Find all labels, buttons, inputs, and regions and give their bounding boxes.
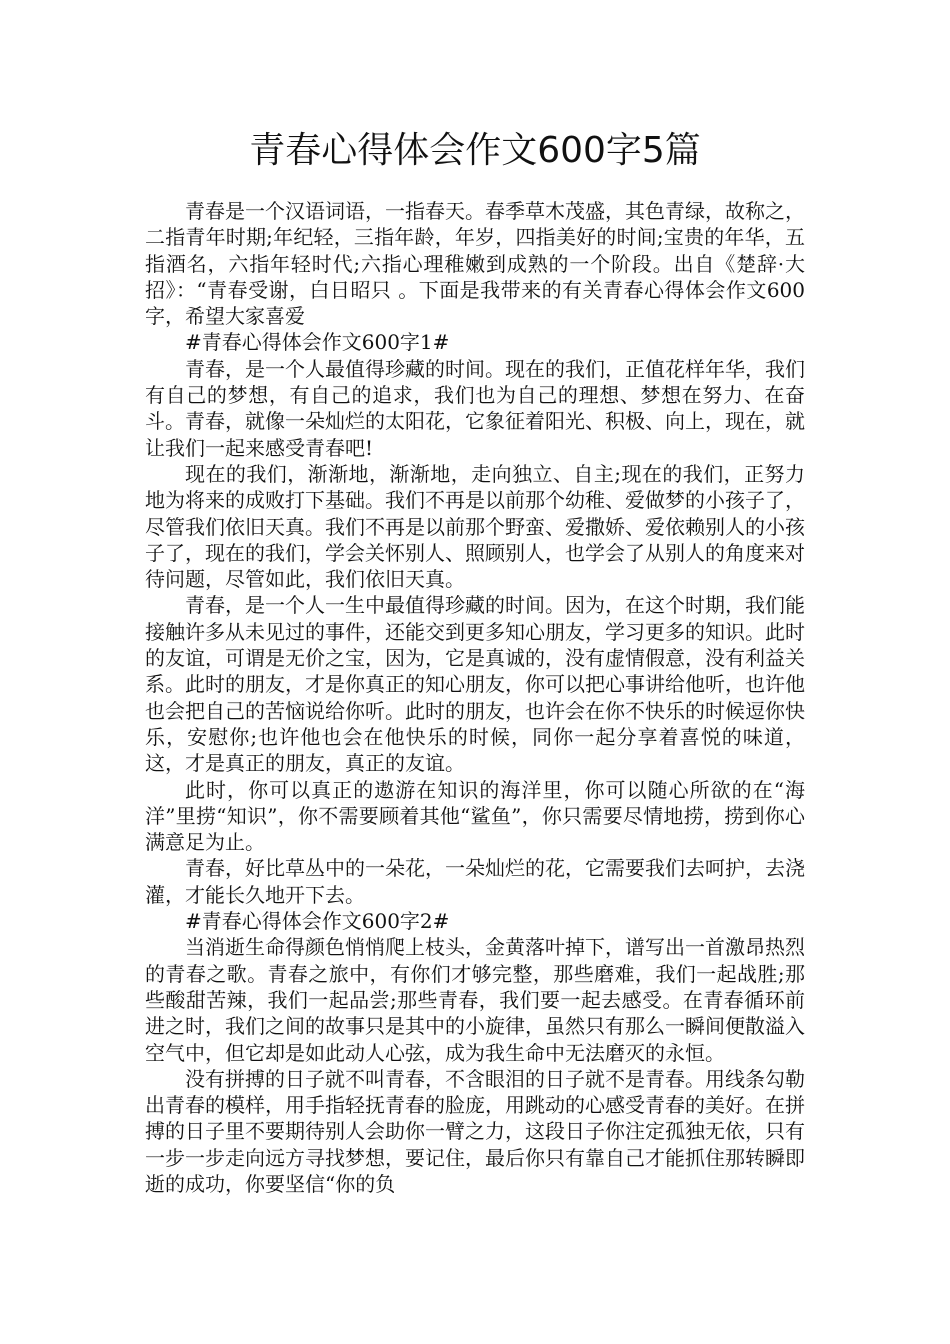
paragraph: 此时，你可以真正的遨游在知识的海洋里，你可以随心所欲的在“海洋”里捞“知识”，你不需要顾着其他“鲨鱼”，你只需要尽情地捞，捞到你心满意足为止。	[145, 777, 805, 855]
paragraph: 青春，好比草丛中的一朵花，一朵灿烂的花，它需要我们去呵护，去浇灌，才能长久地开下去。	[145, 856, 805, 907]
document-body	[145, 198, 805, 1197]
document-title: 青春心得体会作文600字5篇	[249, 130, 701, 171]
paragraph: 青春，是一个人最值得珍藏的时间。现在的我们，正值花样年华，我们有自己的梦想，有自己的追求，我们也为自己的理想、梦想在努力、在奋斗。青春，就像一朵灿烂的太阳花，它象征着阳光、积极、向上，现在，就让我们一起来感受青春吧!	[145, 356, 805, 460]
section-heading-2: #青春心得体会作文600字2#	[185, 909, 450, 934]
paragraph: 现在的我们，渐渐地，渐渐地，走向独立、自主;现在的我们，正努力地为将来的成败打下基础。我们不再是以前那个幼稚、爱做梦的小孩子了，尽管我们依旧天真。我们不再是以前那个野蛮、爱撒娇、爱依赖别人的小孩子了，现在的我们，学会关怀别人、照顾别人，也学会了从别人的角度来对待问题，尽管如此，我们依旧天真。	[145, 461, 805, 592]
paragraph: 青春，是一个人一生中最值得珍藏的时间。因为，在这个时期，我们能接触许多从未见过的事件，还能交到更多知心朋友，学习更多的知识。此时的友谊，可谓是无价之宝，因为，它是真诚的，没有虚情假意，没有利益关系。此时的朋友，才是你真正的知心朋友，你可以把心事讲给他听，也许他也会把自己的苦恼说给你听。此时的朋友，也许会在你不快乐的时候逗你快乐，安慰你;也许他也会在他快乐的时候，同你一起分享着喜悦的味道，这，才是真正的朋友，真正的友谊。	[145, 593, 805, 776]
paragraph: 当消逝生命得颜色悄悄爬上枝头，金黄落叶掉下，谱写出一首激昂热烈的青春之歌。青春之旅中，有你们才够完整，那些磨难，我们一起战胜;那些酸甜苦辣，我们一起品尝;那些青春，我们要一起去感受。在青春循环前进之时，我们之间的故事只是其中的小旋律，虽然只有那么一瞬间便散溢入空气中，但它却是如此动人心弦，成为我生命中无法磨灭的永恒。	[145, 935, 805, 1065]
section-heading-1: #青春心得体会作文600字1#	[185, 330, 450, 355]
paragraph: 没有拼搏的日子就不叫青春，不含眼泪的日子就不是青春。用线条勾勒出青春的模样，用手指轻抚青春的脸庞，用跳动的心感受青春的美好。在拼搏的日子里不要期待别人会助你一臂之力，这段日子你注定孤独无依，只有一步一步走向远方寻找梦想，要记住，最后你只有靠自己才能抓住那转瞬即逝的成功，你要坚信“你的负	[145, 1066, 805, 1196]
intro-paragraph: 青春是一个汉语词语，一指春天。春季草木茂盛，其色青绿，故称之，二指青年时期;年纪轻，三指年龄，年岁，四指美好的时间;宝贵的年华，五指酒名，六指年轻时代;六指心理稚嫩到成熟的一个阶段。出自《楚辞·大招》：“青春受谢，白日昭只 。下面是我带来的有关青春心得体会作文600字，希望大家喜爱	[145, 199, 805, 329]
